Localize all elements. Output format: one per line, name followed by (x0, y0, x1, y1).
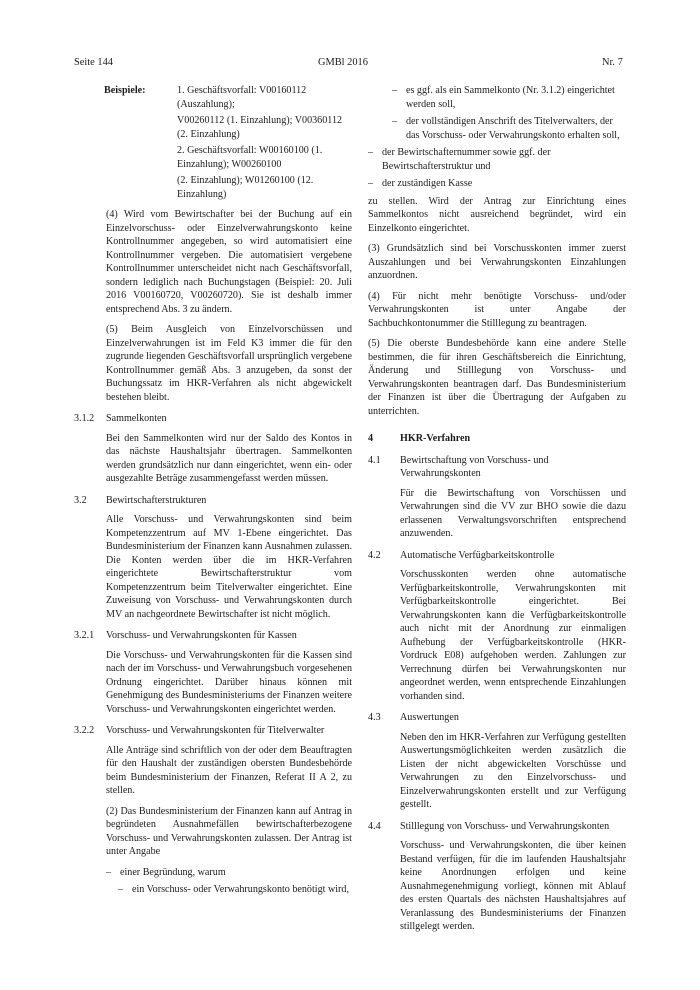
section-number: 3.1.2 (74, 413, 95, 424)
example-item: 2. Geschäftsvorfall: W00160100 (1. Einzahlung); W00260100 (177, 145, 323, 170)
section-title: Bewirtschafterstrukturen (106, 494, 207, 506)
section-heading (74, 629, 352, 643)
paragraph: Alle Vorschuss- und Verwahrungskonten sind beim Kompetenzzentrum auf MV 1-Ebene eingerichtet. Das Bundesministerium der Finanzen kann Ausnahmen zulassen. Die Konten werden über die im HKR-Verfahren eingerichtete Bewirtschafterstruktur vom Kompetenzzentrum beim Titelverwalter eingerichtet. Eine Zuweisung von Vorschuss- und Verwahrungskonten durch MV an nachgeordnete Bewirtschafter ist nicht möglich. (106, 514, 352, 620)
example-item: (2. Einzahlung); W01260100 (12. Einzahlung) (177, 175, 314, 200)
section-number: 4.1 (368, 454, 381, 466)
dash-bullet: – (368, 147, 374, 158)
section-heading (368, 820, 626, 834)
section-number: 4.4 (368, 820, 381, 832)
paragraph: (3) Grundsätzlich sind bei Vorschusskonten immer zuerst Auszahlungen und bei Verwahrungskonten Einzahlungen anzuordnen. (368, 243, 626, 281)
paragraph: (4) Für nicht mehr benötigte Vorschuss- und/oder Verwahrungskonten ist unter Angabe der Sachbuchkontonummer die Stilllegung zu beantragen. (368, 290, 626, 329)
list-item (368, 84, 626, 111)
list-item (368, 177, 626, 191)
example-item: 1. Geschäftsvorfall: V00160112 (Auszahlung); (177, 85, 307, 110)
section-title: Automatische Verfügbarkeitskontrolle (400, 549, 555, 561)
dash-bullet: – (392, 116, 398, 127)
publication-name: GMBl 2016 (318, 57, 368, 68)
section-number: 4.2 (368, 549, 381, 561)
paragraph: zu stellen. Wird der Antrag zur Einrichtung eines Sammelkontos nicht ausreichend begründet, wird ein Einzelkonto eingerichtet. (368, 195, 626, 234)
section-number: 3.2 (74, 494, 87, 506)
paragraph: Vorschuss- und Verwahrungskonten, die über keinen Bestand verfügen, für die im laufenden Haushaltsjahr keine Anordnungen erfolgen und keine Ausnahmegenehmigung vorliegt, können mit Ablauf des ersten Quartals des nächsten Haushaltsjahres auf Veranlassung des Bundesministeriums der Finanzen stillgelegt werden. (400, 840, 626, 932)
list-item-text: der vollständigen Anschrift des Titelverwalters, der das Vorschuss- oder Verwahrungskonto erhalten soll, (406, 116, 620, 141)
section-number: 3.2.1 (74, 630, 95, 641)
section-heading (74, 412, 352, 426)
right-column (368, 84, 626, 941)
section-title: Stilllegung von Vorschuss- und Verwahrungskonten (400, 820, 610, 832)
section-heading (74, 494, 352, 508)
dash-bullet: – (106, 866, 112, 878)
list-item-text: es ggf. als ein Sammelkonto (Nr. 3.1.2) eingerichtet werden soll, (406, 85, 615, 110)
section-title: Bewirtschaftung von Vorschuss- und Verwahrungskonten (400, 454, 549, 479)
list-item (368, 115, 626, 142)
section-number: 4 (368, 433, 374, 444)
examples-label: Beispiele: (104, 85, 146, 96)
section-heading (74, 724, 352, 738)
paragraph: (5) Die oberste Bundesbehörde kann eine andere Stelle bestimmen, die für ihren Geschäftsbereich die Einrichtung, Änderung und Stilllegung von Vorschuss- und Verwahrungskonten beantragen darf. Das Bundesministerium der Finanzen ist über die Übertragung der Aufgaben zu unterrichten. (368, 338, 626, 417)
section-title: Sammelkonten (106, 413, 167, 424)
list-item-text: ein Vorschuss- oder Verwahrungskonto benötigt wird, (132, 884, 349, 895)
dash-bullet: – (392, 85, 398, 96)
list-item (368, 146, 626, 173)
section-number: 3.2.2 (74, 725, 95, 736)
list-item (74, 866, 352, 880)
paragraph: Alle Anträge sind schriftlich von der oder dem Beauftragten für den Haushalt der zuständigen obersten Bundesbehörde beim Bundesministerium der Finanzen, Referat II A 2, zu stellen. (106, 744, 352, 796)
section-heading (368, 549, 626, 563)
chapter-heading (368, 432, 626, 446)
page-number: Seite 144 (74, 57, 113, 68)
section-number: 4.3 (368, 712, 381, 723)
section-title: Vorschuss- und Verwahrungskonten für Titelverwalter (106, 725, 325, 736)
paragraph: Bei den Sammelkonten wird nur der Saldo des Kontos in das nächste Haushaltsjahr übertragen. Sammelkonten werden grundsätzlich nur dann eingerichtet, wenn ein- oder ausgezahlte Beträge zusammengefasst werden müssen. (106, 432, 352, 484)
section-title: Vorschuss- und Verwahrungskonten für Kassen (106, 630, 297, 641)
example-item: V00260112 (1. Einzahlung); V00360112 (2. Einzahlung) (177, 115, 343, 140)
examples-list (177, 84, 352, 204)
list-item-text: der zuständigen Kasse (382, 178, 473, 189)
list-item (74, 883, 352, 897)
left-column (74, 84, 352, 901)
dash-bullet: – (118, 884, 124, 895)
paragraph: Die Vorschuss- und Verwahrungskonten für die Kassen sind nach der im Vorschuss- und Verwahrungsbuch vorgesehenen Ordnung eingerichtet. Darüber hinaus können mit Genehmigung des Bundesministeriums der Finanzen weitere Vorschuss- und Verwahrungskonten eingerichtet werden. (106, 649, 352, 715)
section-title: HKR-Verfahren (400, 433, 471, 444)
issue-number: Nr. 7 (602, 57, 623, 68)
section-heading (368, 454, 626, 481)
paragraph: Für die Bewirtschaftung von Vorschüssen und Verwahrungen sind die VV zur BHO sowie die dazu erlassenen Verwaltungsvorschriften entsprechend anzuwenden. (400, 487, 626, 539)
paragraph: (2) Das Bundesministerium der Finanzen kann auf Antrag in begründeten Ausnahmefällen bewirtschafterbezogene Vorschuss- und Verwahrungskonten zulassen. Der Antrag ist unter Angabe (106, 805, 352, 857)
paragraph: Vorschusskonten werden ohne automatische Verfügbarkeitskontrolle, Verwahrungskonten mit Verfügbarkeitskontrolle eingerichtet. Bei Verwahrungskonten kann die Verfügbarkeitskontrolle auch nicht mit der Anordnung zur einmaligen Aufhebung der Verfügbarkeitskontrolle (HKR-Vordruck E08) aufgehoben werden. Zahlungen zur Verrechnung dürfen bei Verwahrungskonten nur angeordnet werden, wenn entsprechende Einzahlungen vorhanden sind. (400, 569, 626, 702)
examples-block (74, 84, 352, 204)
list-item-text: einer Begründung, warum (120, 866, 226, 878)
dash-bullet: – (368, 178, 374, 189)
section-title: Auswertungen (400, 712, 459, 723)
list-item-text: der Bewirtschafternummer sowie ggf. der Bewirtschafterstruktur und (382, 147, 551, 172)
section-heading (368, 711, 626, 725)
paragraph: (5) Beim Ausgleich von Einzelvorschüssen und Einzelverwahrungen ist im Feld K3 immer die für den zugrunde liegenden Geschäftsvorfall ursprünglich vergebene Kontrollnummer gemäß Abs. 3 anzugeben, da sonst der Buchungssatz im HKR-Verfahren als nicht abgewickelt bestehen bleibt. (106, 324, 352, 403)
paragraph: (4) Wird vom Bewirtschafter bei der Buchung auf ein Einzelvorschuss- oder Einzelverwahrungskonto keine Kontrollnummer angegeben, so wird automatisiert eine Kontrollnummer vergeben. Die automatisiert vergebene Kontrollnummer unterscheidet nicht nach Geschäftsvorfall, sondern lediglich nach Buchungstagen (Beispiel: 20. Juli 2016 V00160720, V00260720). Sie ist deshalb immer entsprechend Abs. 3 zu ändern. (106, 209, 352, 315)
paragraph: Neben den im HKR-Verfahren zur Verfügung gestellten Auswertungsmöglichkeiten werden zusätzlich die Listen der nicht abgewickelten Vorschüsse und Verwahrungen zu den Einzelvorschuss- und Einzelverwahrungskonten erstellt und zur Verfügung gestellt. (400, 731, 626, 810)
